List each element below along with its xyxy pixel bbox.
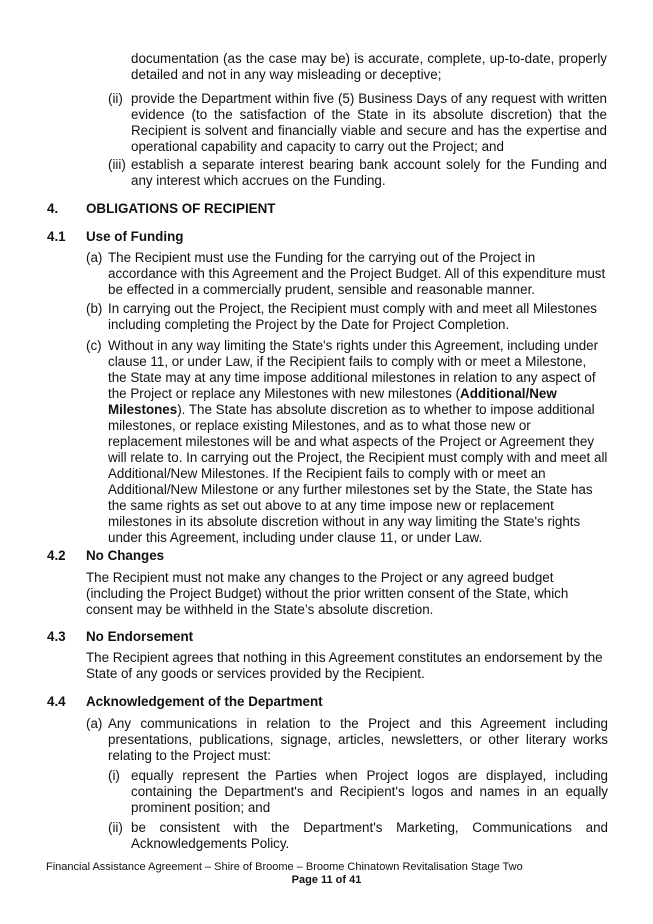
list-item-c [108,338,608,546]
list-label-iii: (iii) [108,157,126,172]
sublist-item-ii: be consistent with the Department's Marketing, Communications and Acknowledgements Policy. [131,820,608,851]
page-number: Page 11 of 41 [291,874,362,886]
list-label-c: (c) [86,338,102,353]
clause-title-4-1: Use of Funding [86,229,184,244]
list-item-iii: establish a separate interest bearing bank account solely for the Funding and any interest which accrues on the Funding. [131,157,607,188]
list-item-a-4-4: Any communications in relation to the Project and this Agreement including presentations, publications, signage, articles, newsletters, or other literary works relating to the Project must: [108,716,608,763]
list-label-ii: (ii) [108,91,123,106]
clause-number-4-1: 4.1 [47,229,66,244]
clause-text-4-3: The Recipient agrees that nothing in this Agreement constitutes an endorsement by the State of any goods or services provided by the Recipient. [86,650,603,681]
list-item-a: The Recipient must use the Funding for the carrying out of the Project in accordance with this Agreement and the Project Budget. All of this expenditure must be effected in a commercially prudent, sensible and reasonable manner. [108,250,606,297]
defined-term: Additional/New Milestones [108,386,557,417]
section-title: OBLIGATIONS OF RECIPIENT [86,201,276,216]
item-c-text-after: ). The State has absolute discretion as to whether to impose additional milestones, or replace existing Milestones, and as to what those new or replacement milestones will be and what aspects of the Project or Agreement they will relate to. In carrying out the Project, the Recipient must comply with and meet all Additional/New Milestones. If the Recipient fails to comply with or meet an Additional/New Milestone or any further milestones set by the State, the State has the same rights as set out above to at any time impose new or replacement milestones in its absolute discretion without in any way limiting the State's rights under this Agreement, including under clause 11, or under Law. [108,402,608,545]
clause-title-4-3: No Endorsement [86,629,194,644]
sublist-label-ii: (ii) [108,820,123,835]
clause-title-4-4: Acknowledgement of the Department [86,694,323,709]
clause-number-4-3: 4.3 [47,629,66,644]
item-c-text-before: Without in any way limiting the State's rights under this Agreement, including under clause 11, or under Law, if the Recipient fails to comply with or meet a Milestone, the State may at any time impose additional milestones in relation to any aspect of the Project or replace any Milestones with new milestones ( [108,338,599,401]
clause-title-4-2: No Changes [86,548,165,563]
sublist-label-i: (i) [108,768,120,783]
clause-number-4-4: 4.4 [47,694,66,709]
continued-paragraph: documentation (as the case may be) is accurate, complete, up-to-date, properly detailed and not in any way misleading or deceptive; [131,51,607,82]
list-label-a-4-4: (a) [86,716,103,731]
list-item-b: In carrying out the Project, the Recipient must comply with and meet all Milestones including completing the Project by the Date for Project Completion. [108,301,597,332]
footer-title: Financial Assistance Agreement – Shire of Broome – Broome Chinatown Revitalisation Stage Two [46,861,523,873]
section-number: 4. [47,201,59,216]
clause-number-4-2: 4.2 [47,548,66,563]
sublist-item-i: equally represent the Parties when Project logos are displayed, including containing the Department's and Recipient's logos and names in an equally prominent position; and [131,768,608,815]
list-item-ii: provide the Department within five (5) Business Days of any request with written evidence (to the satisfaction of the State in its absolute discretion) that the Recipient is solvent and financially viable and secure and has the expertise and operational capability and capacity to carry out the Project; and [131,91,607,154]
list-label-a: (a) [86,250,103,265]
clause-text-4-2: The Recipient must not make any changes to the Project or any agreed budget (including the Project Budget) without the prior written consent of the State, which consent may be withheld in the State’s absolute discretion. [86,570,569,617]
list-label-b: (b) [86,301,103,316]
